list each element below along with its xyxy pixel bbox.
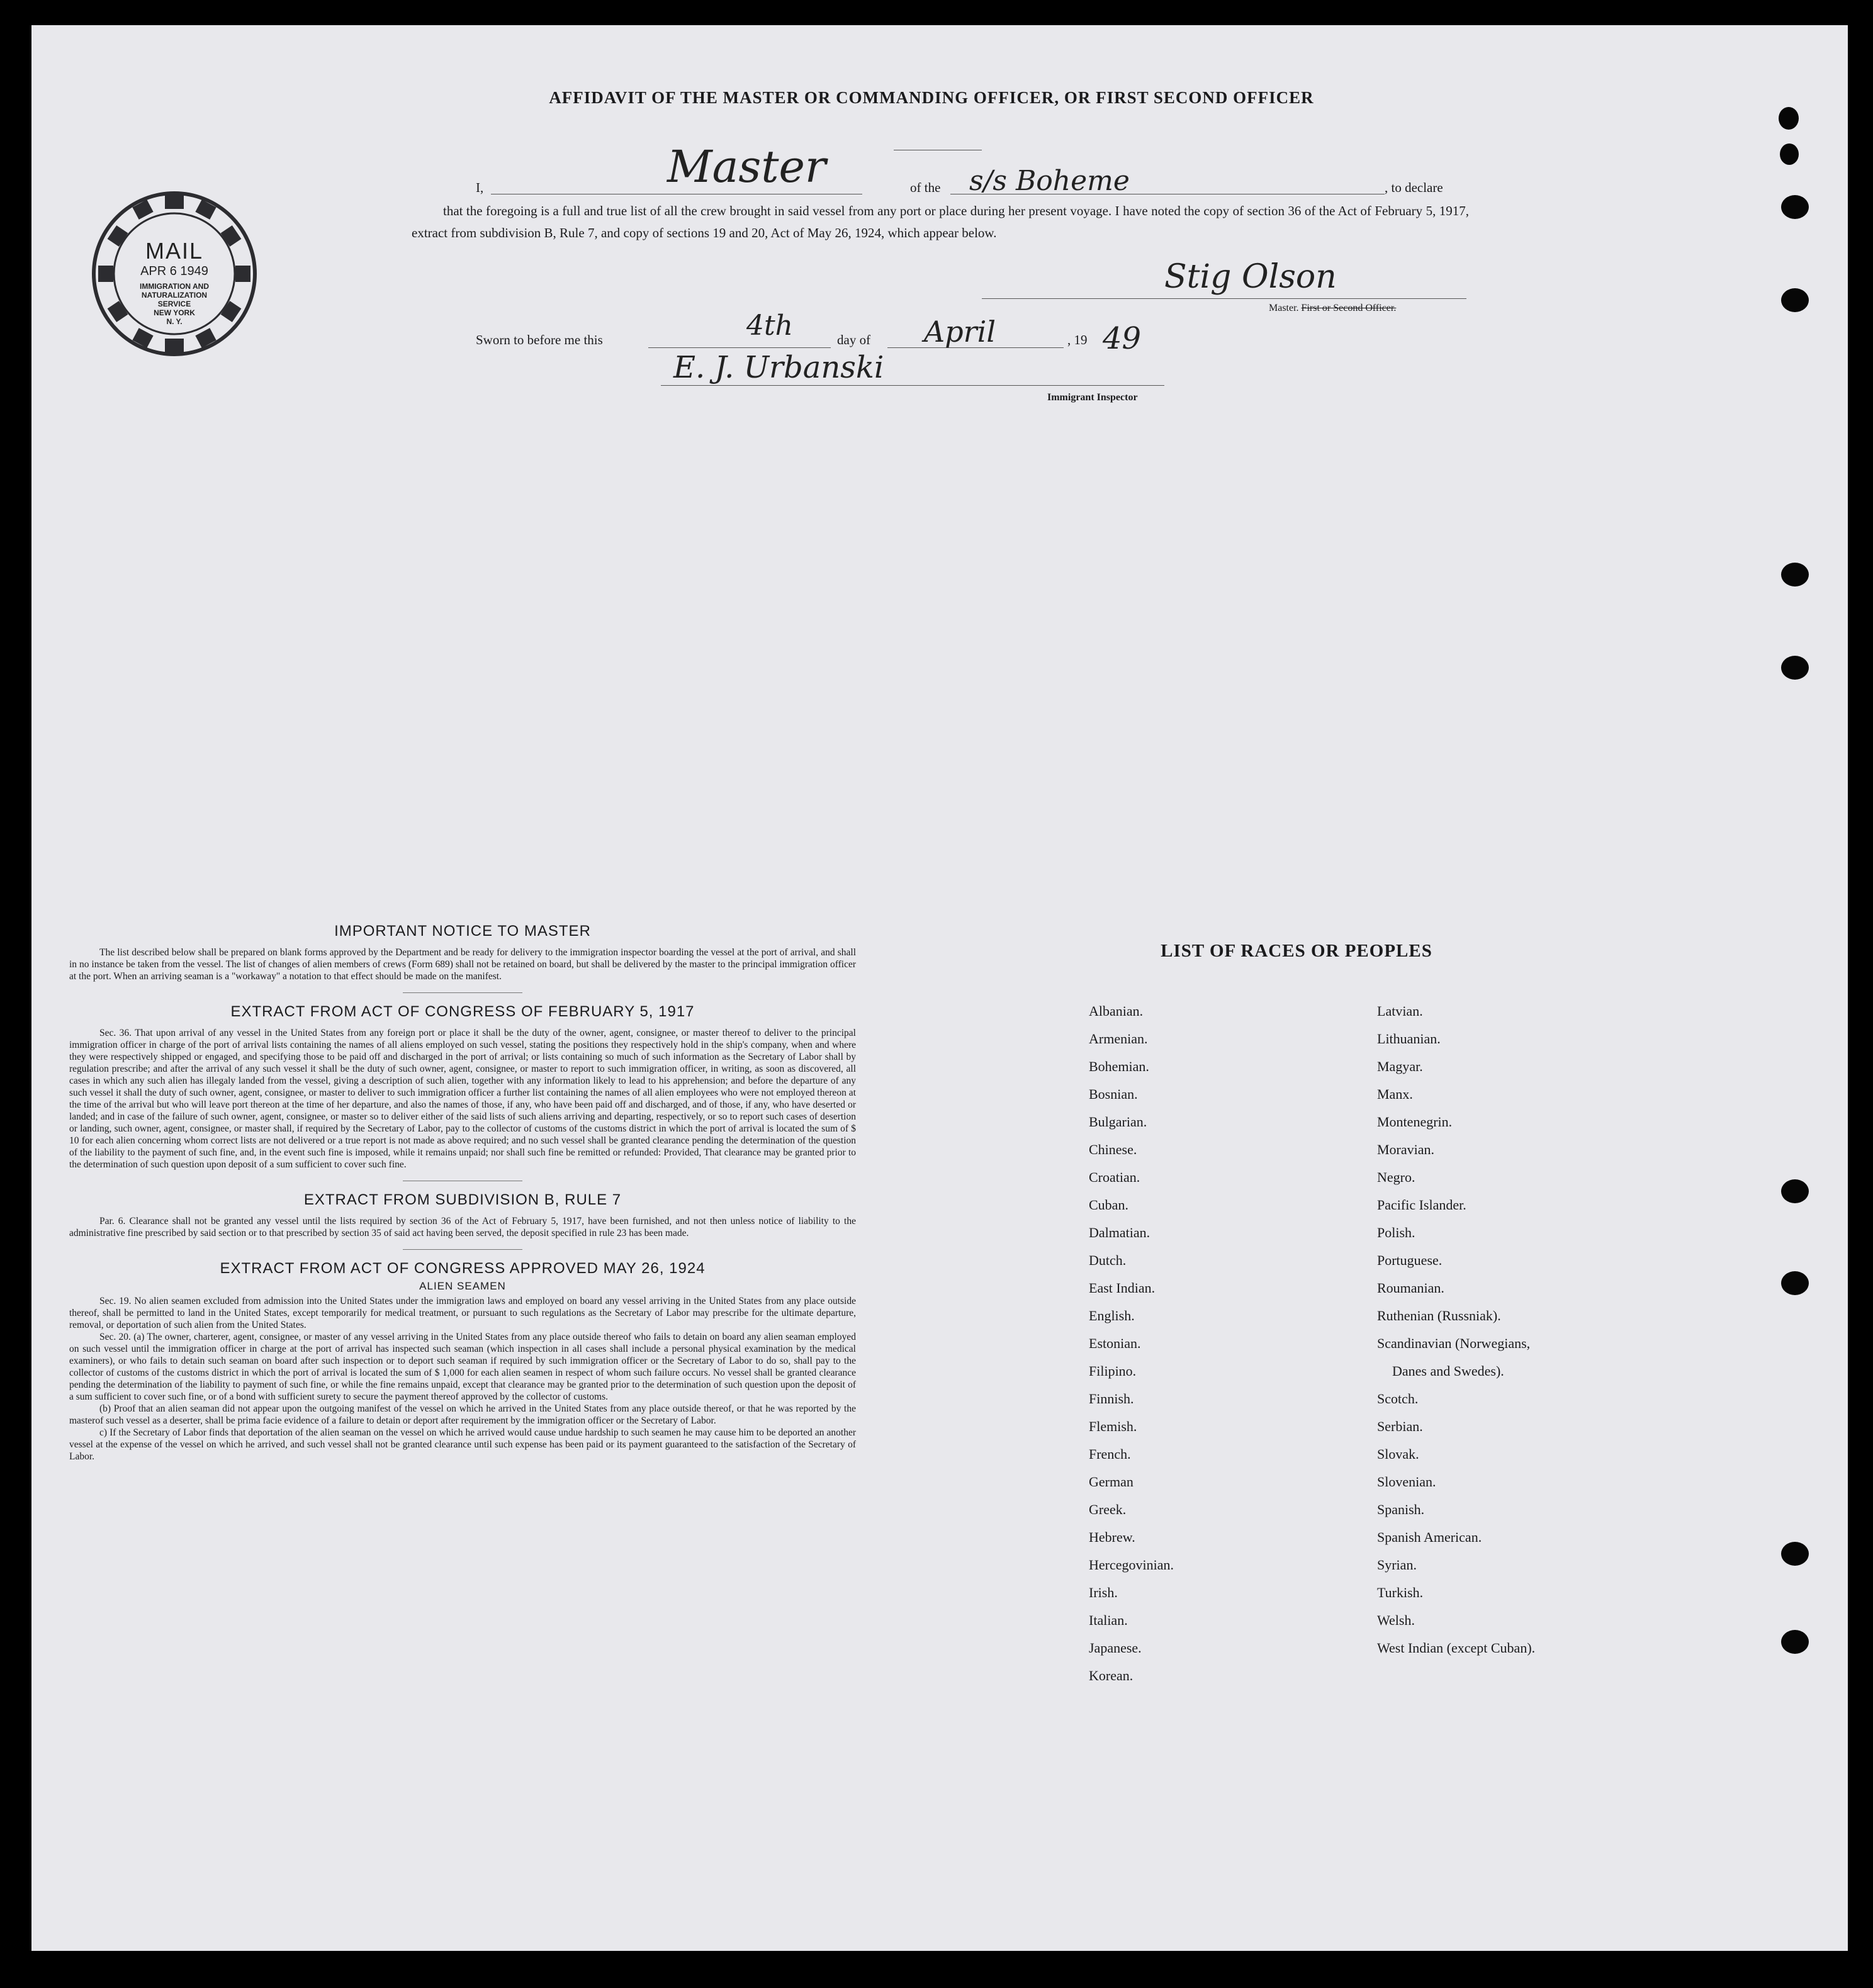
punch-hole — [1779, 107, 1799, 130]
race-item: Dalmatian. — [1089, 1225, 1150, 1240]
race-item: Bulgarian. — [1089, 1114, 1147, 1130]
race-item: Roumanian. — [1377, 1280, 1444, 1296]
race-item: Slovenian. — [1377, 1474, 1436, 1490]
punch-hole — [1781, 563, 1809, 587]
race-item: German — [1089, 1474, 1133, 1490]
stamp-line1: IMMIGRATION AND — [140, 282, 209, 291]
mail-received-stamp — [89, 189, 259, 359]
race-item: Spanish American. — [1377, 1529, 1482, 1545]
affidavit-i-label: I, — [476, 180, 484, 195]
month-handwritten: April — [924, 315, 996, 349]
notice-text: The list described below shall be prepared on blank forms approved by the Department and be ready for delivery to the immigration inspector boarding the vessel at the port of arrival, and shall in no instance be taken from the vessel. The list of changes of alien members of crews (Form 689) shall not be retained on board, but shall be delivered by the master to the principal immigration officer at the port. When an arriving seaman is a "workaway" a notation to that effect should be made on the manifest. — [69, 947, 856, 982]
rule7-title: EXTRACT FROM SUBDIVISION B, RULE 7 — [303, 1191, 622, 1208]
race-item: Manx. — [1377, 1086, 1413, 1102]
race-item: Greek. — [1089, 1502, 1127, 1517]
rule7-text: Par. 6. Clearance shall not be granted any vessel until the lists required by section 36 of the Act of February 5, 1917, have been furnished, and not then unless notice of liability to the administrative fine prescribed by said section or to that prescribed by section 35 of said act having been served, the deposit specified in rule 23 has been made. — [69, 1216, 856, 1238]
race-item: Negro. — [1377, 1169, 1415, 1185]
affidavit-title: AFFIDAVIT OF THE MASTER OR COMMANDING OFFICER, OR FIRST SECOND OFFICER — [549, 88, 1314, 107]
extract-1917-text: Sec. 36. That upon arrival of any vessel in the United States from any foreign port or place it shall be the duty of the owner, agent, consignee, or master thereof to deliver to the principal immigration officer in charge of the port of arrival lists containing the names of all aliens employed on such vessel, stating the positions they respectively hold in the ship's company, when and where they were respectively shipped or engaged, and specifying those to be paid off and discharged in the port of arrival; or lists containing so much of such information as the Secretary of Labor shall by regulation prescribe; and after the arrival of any such vessel it shall be the duty of such owner, agent, consignee, or master to report to such immigration officer, in writing, as soon as discovered, all cases in which any such alien has illegaly landed from the vessel, giving a description of such alien, together with any information likely to lead to his apprehension; and before the departure of any such vessel it shall the duty of such owner, agent, consignee, or master to deliver to such immigration officer a further list containing the names of all alien employees who were not employed thereon at the time of the arrival but who will leave port thereon at the time of her departure, and also the names of those, if any, who have been paid off and discharged, and of those, if any, who have deserted or landed; and in case of the failure of such owner, agent, consignee, or master so to deliver either of the said lists of such aliens arriving and departing, respectively, or so to report such cases of desertion or landing, such owner, agent, consignee, or master shall, if required by the Secretary of Labor, pay to the collector of customs of the customs district in which the port of arrival is located the sum of $ 10 for each alien concerning whom correct lists are not delivered or a true report is not made as above required; and no such vessel shall be granted clearance pending the determination of the question of the liability to the payment of such fine, and, in the event such fine is imposed, while it remains unpaid; nor shall such fine be remitted or refunded: Provided, That clearance may be granted prior to the determination of such question upon deposit of a sum sufficient to cover such fine. — [69, 1028, 856, 1170]
day-handwritten: 4th — [746, 310, 794, 342]
race-item: Filipino. — [1089, 1363, 1137, 1379]
race-item: Scandinavian (Norwegians, — [1377, 1335, 1531, 1351]
race-item: Turkish. — [1377, 1585, 1424, 1600]
sec20a-text: Sec. 20. (a) The owner, charterer, agent, consignee, or master of any vessel arriving in the United States from any place outside thereof who fails to detain on board any alien seaman employed on such vessel until the immigration officer in charge at the port of arrival has inspected such seaman (which inspection in all cases shall include a personal physical examination by the medical examiners), or who fails to detain such seaman on board after such inspection or to deport such seaman if required by such immigration officer or the Secretary of Labor to do so, shall pay to the collector of customs of the customs district in which the port of arrival is located the sum of $ 1,000 for each alien seamen in respect of whom such failure occurs. No vessel shall be granted clearance pending the determination of the liability to payment of such fine, or while the fine remains unpaid, except that clearance may be granted prior to the determination of such question upon the deposit of a sum sufficient to cover such fine, or of a bond with sufficient surety to secure the payment thereof approved by the collector of customs. — [69, 1332, 856, 1402]
to-declare-label: , to declare — [1385, 180, 1443, 195]
punch-hole — [1781, 1542, 1809, 1566]
race-item: Bohemian. — [1089, 1059, 1149, 1074]
notice-column — [69, 923, 856, 1463]
extract-1917-title: EXTRACT FROM ACT OF CONGRESS OF FEBRUARY 5, 1917 — [230, 1003, 695, 1020]
inspector-signature: E. J. Urbanski — [673, 350, 884, 385]
race-item: Japanese. — [1089, 1640, 1142, 1656]
day-of-label: day of — [837, 332, 871, 347]
affidavit-statement: that the foregoing is a full and true list of all the crew brought in said vessel from any port or place during her present voyage. I have noted the copy of section 36 of the Act of February 5, 1917, extract from subdivision B, Rule 7, and copy of sections 19 and 20, Act of May 26, 1924, which appear below. — [412, 203, 1469, 240]
race-item: Polish. — [1377, 1225, 1415, 1240]
extract-1924-subtitle: ALIEN SEAMEN — [419, 1280, 506, 1292]
day-line — [648, 347, 831, 348]
race-item: Armenian. — [1089, 1031, 1148, 1047]
race-item: Pacific Islander. — [1377, 1197, 1466, 1213]
race-item: Moravian. — [1377, 1142, 1435, 1157]
sec20b-text: (b) Proof that an alien seaman did not appear upon the outgoing manifest of the vessel on which he arrived in the United States from any place outside thereof, or that he was reported by the masterof such vessel as a deserter, shall be prima facie evidence of a failure to detain or deport after requirement by the immigration officer or the Secretary of Labor. — [69, 1403, 856, 1426]
stamp-line4: NEW YORK — [154, 308, 195, 317]
race-item: Welsh. — [1377, 1612, 1415, 1628]
inspector-line — [661, 385, 1164, 386]
race-item: Magyar. — [1377, 1059, 1423, 1074]
race-item: Latvian. — [1377, 1003, 1423, 1019]
race-item: West Indian (except Cuban). — [1377, 1640, 1536, 1656]
race-item: Hebrew. — [1089, 1529, 1135, 1545]
signature-line — [982, 298, 1466, 299]
punch-hole — [1781, 1179, 1809, 1203]
race-item: Cuban. — [1089, 1197, 1128, 1213]
race-item: Montenegrin. — [1377, 1114, 1453, 1130]
notice-title: IMPORTANT NOTICE TO MASTER — [334, 923, 591, 940]
stamp-line2: NATURALIZATION — [141, 291, 208, 300]
stamp-line5: N. Y. — [166, 317, 183, 326]
sworn-label: Sworn to before me this — [476, 332, 603, 347]
inspector-caption: Immigrant Inspector — [1047, 392, 1138, 403]
race-item: Dutch. — [1089, 1252, 1127, 1268]
race-item: Danes and Swedes). — [1392, 1363, 1504, 1379]
rank-handwritten: Master — [667, 141, 826, 193]
race-item: Syrian. — [1377, 1557, 1417, 1573]
race-item: Italian. — [1089, 1612, 1128, 1628]
race-item: English. — [1089, 1308, 1135, 1323]
master-signature: Stig Olson — [1164, 258, 1337, 296]
sec20c-text: c) If the Secretary of Labor finds that deportation of the alien seaman on the vessel on which he arrived would cause undue hardship to such seamen he may cause him to be deported an another vessel at the expense of the vessel on which he arrived, and such vessel shall not be granted clearance until such expense has been paid or its payment guaranteed to the satisfaction of the Secretary of Labor. — [69, 1427, 856, 1462]
punch-hole — [1781, 656, 1809, 680]
punch-hole — [1781, 195, 1809, 219]
race-item: French. — [1089, 1446, 1131, 1462]
stamp-line3: SERVICE — [157, 300, 191, 308]
race-item: Portuguese. — [1377, 1252, 1443, 1268]
extract-1924-title: EXTRACT FROM ACT OF CONGRESS APPROVED MAY 26, 1924 — [220, 1260, 706, 1277]
year-handwritten: 49 — [1103, 321, 1142, 356]
section-divider — [403, 992, 522, 993]
stamp-word: MAIL — [145, 238, 204, 264]
race-item: Chinese. — [1089, 1142, 1137, 1157]
race-item: Estonian. — [1089, 1335, 1141, 1351]
race-item: Ruthenian (Russniak). — [1377, 1308, 1501, 1323]
race-item: East Indian. — [1089, 1280, 1156, 1296]
race-item: Flemish. — [1089, 1418, 1137, 1434]
race-item: Albanian. — [1089, 1003, 1144, 1019]
officer-caption-master: Master. — [1269, 303, 1299, 313]
sec19-text: Sec. 19. No alien seamen excluded from admission into the United States under the immigration laws and employed on board any vessel arriving in the United States from any place outside thereof, shall be permitted to land in the United States, except temporarily for medical treatment, or pursuant to such regulations as the Secretary of Labor may prescribe for the ultimate departure, removal, or deportation of such alien from the United States. — [69, 1296, 856, 1330]
section-divider — [403, 1249, 522, 1250]
race-item: Hercegovinian. — [1089, 1557, 1174, 1573]
race-item: Scotch. — [1377, 1391, 1419, 1407]
officer-caption-struck: First or Second Officer. — [1301, 303, 1397, 313]
race-item: Spanish. — [1377, 1502, 1425, 1517]
year-prefix: , 19 — [1067, 332, 1088, 347]
of-the-label: of the — [910, 180, 941, 195]
vessel-handwritten: s/s Boheme — [969, 165, 1130, 197]
race-item: Croatian. — [1089, 1169, 1140, 1185]
punch-hole — [1781, 1271, 1809, 1295]
race-item: Lithuanian. — [1377, 1031, 1441, 1047]
race-item: Bosnian. — [1089, 1086, 1138, 1102]
officer-caption — [1269, 301, 1396, 316]
race-item: Serbian. — [1377, 1418, 1423, 1434]
stamp-date: APR 6 1949 — [140, 264, 208, 278]
punch-hole — [1781, 1630, 1809, 1654]
race-item: Irish. — [1089, 1585, 1118, 1600]
race-item: Slovak. — [1377, 1446, 1419, 1462]
races-title: LIST OF RACES OR PEOPLES — [1161, 941, 1432, 961]
race-item: Finnish. — [1089, 1391, 1134, 1407]
punch-hole — [1781, 288, 1809, 312]
race-item: Korean. — [1089, 1668, 1133, 1683]
punch-hole — [1780, 143, 1799, 165]
